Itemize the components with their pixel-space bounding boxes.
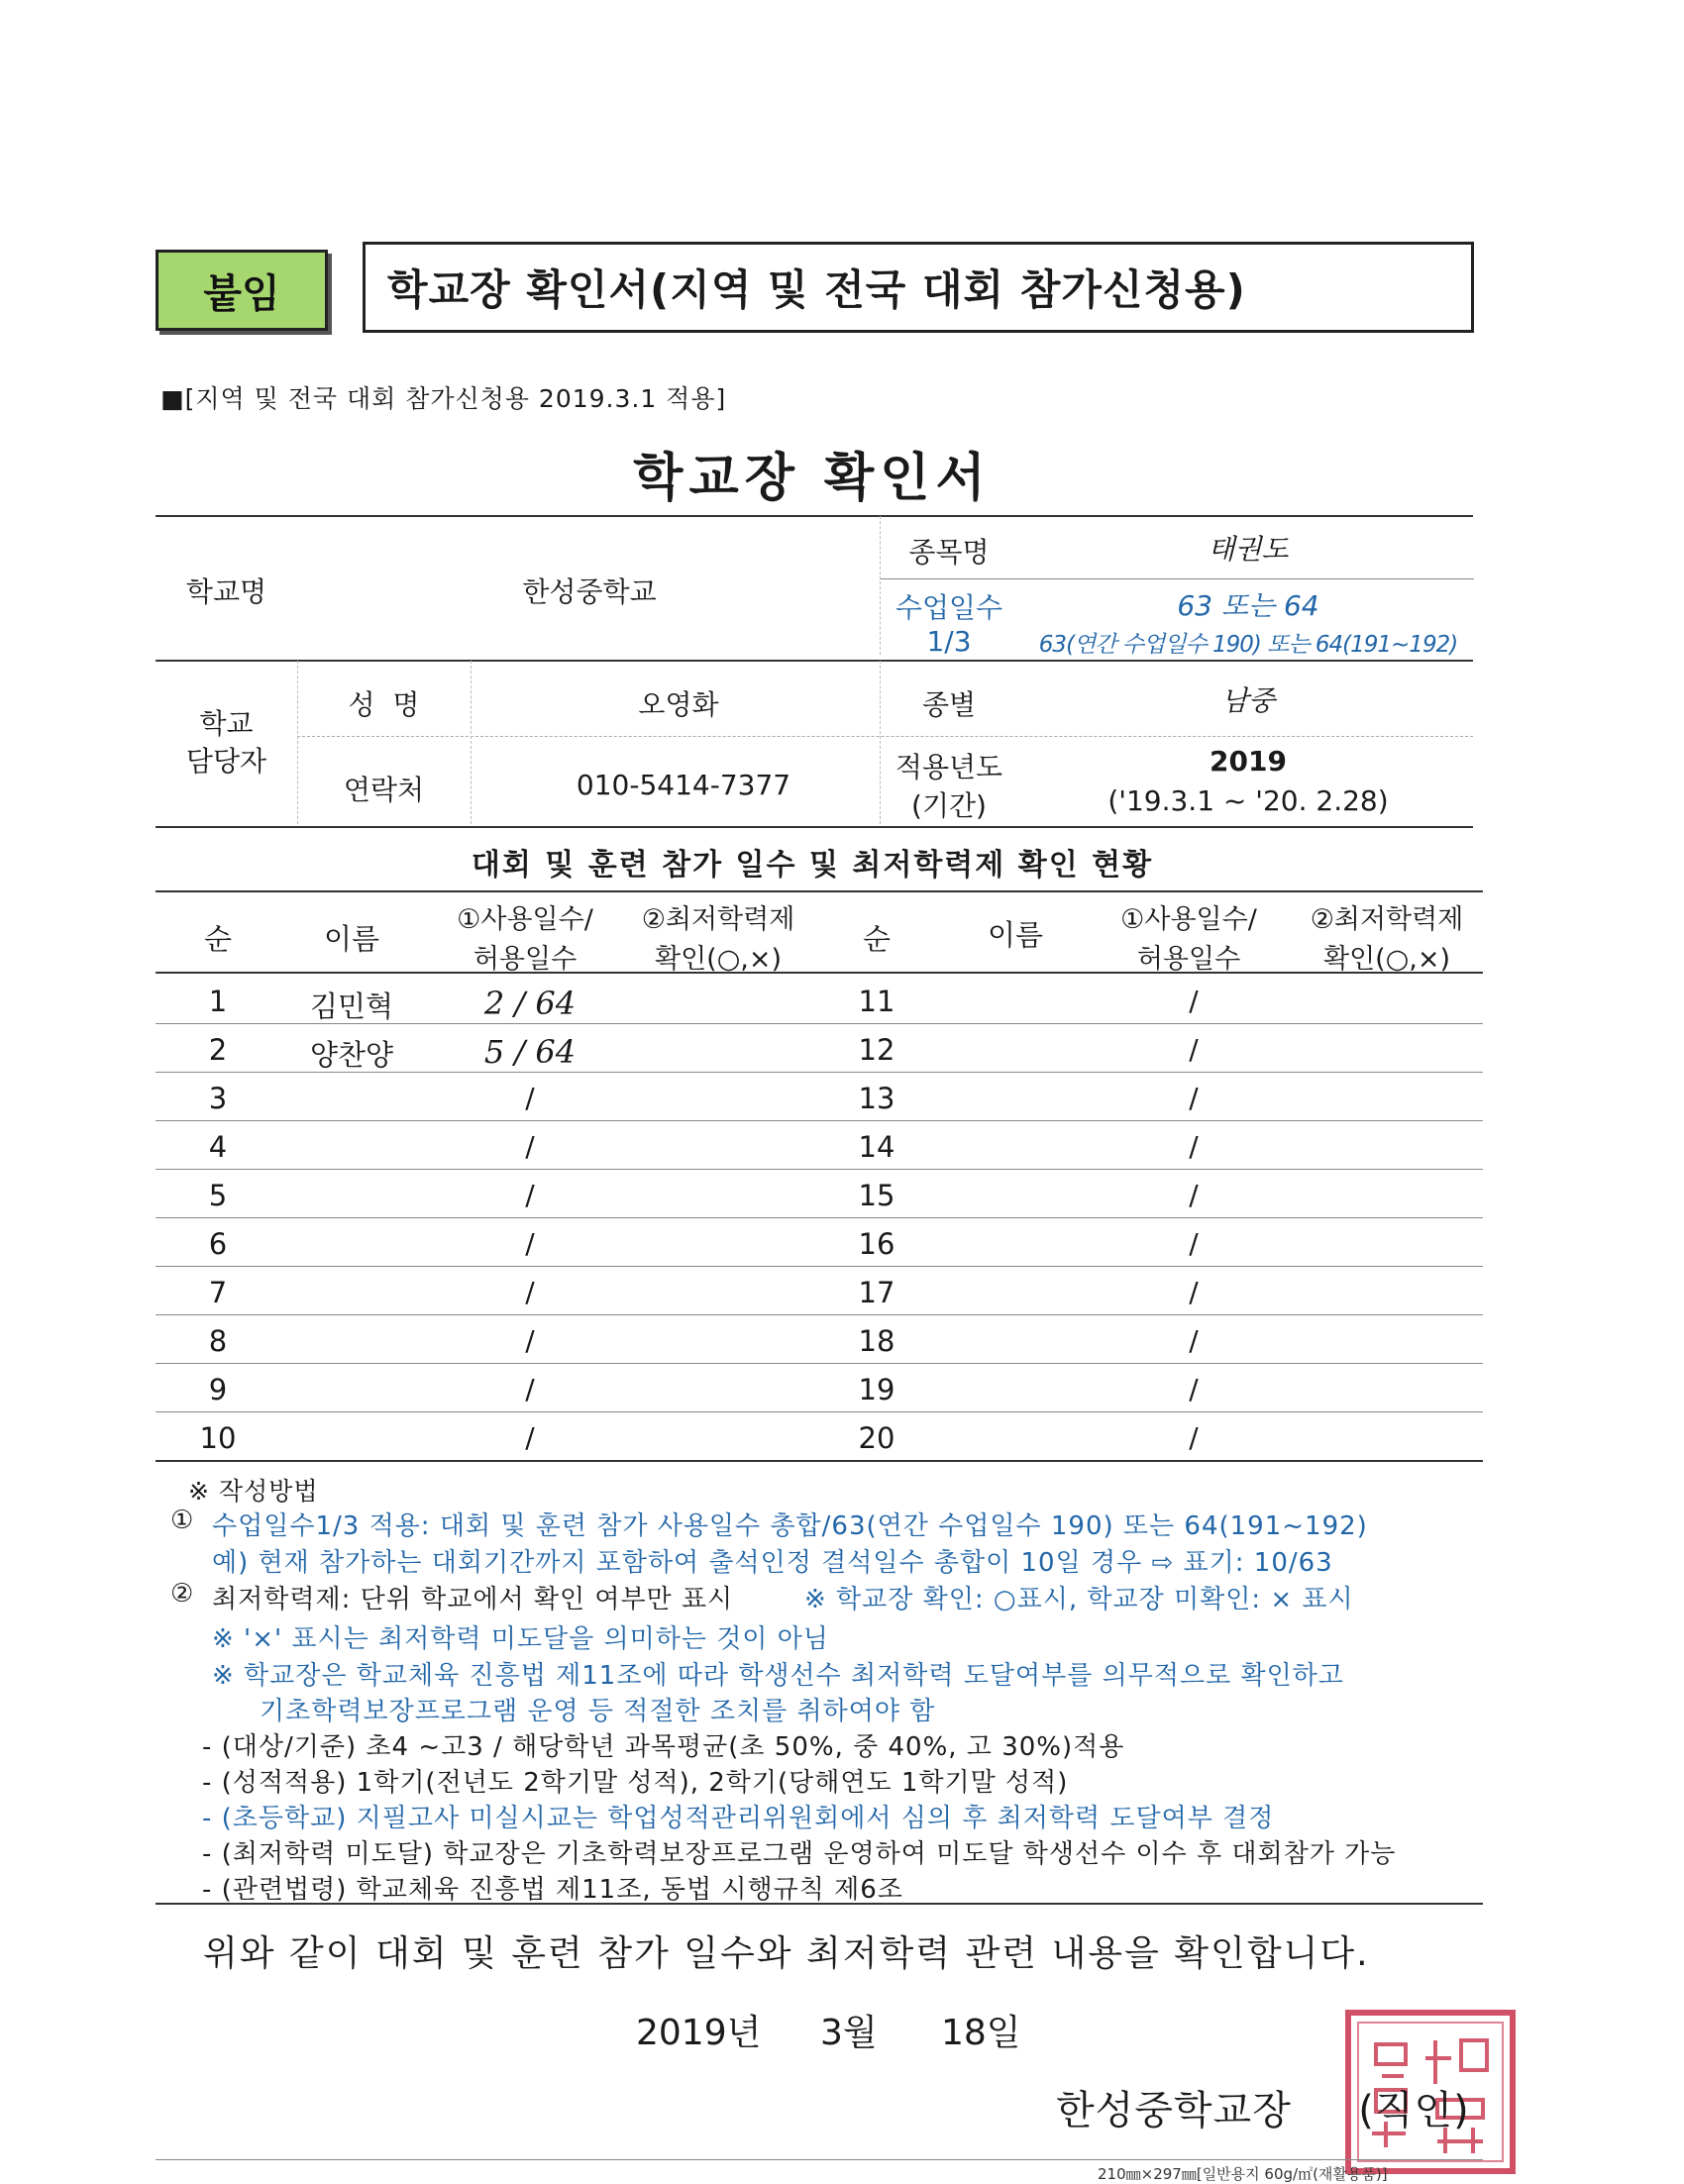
confirmation-statement: 위와 같이 대회 및 훈련 참가 일수와 최저학력 관련 내용을 확인합니다. — [203, 1933, 1370, 1974]
days-label-1: 수업일수 — [895, 591, 1003, 624]
record-row-border — [156, 1314, 1483, 1315]
days-value-1: 63 또는 64 — [1177, 589, 1319, 622]
record-days-cell: / — [1189, 1373, 1199, 1405]
year-value-1: 2019 — [1210, 745, 1287, 778]
name-value: 오영화 — [638, 688, 719, 721]
record-row-border — [156, 1411, 1483, 1412]
instruction-2-marker: ② — [170, 1579, 195, 1609]
record-no-cell: 8 — [208, 1324, 228, 1358]
record-days-cell: / — [1189, 1227, 1199, 1260]
instruction-law-note-cont: 기초학력보장프로그램 운영 등 적절한 조치를 취하여야 함 — [260, 1697, 936, 1726]
instructions-bottom-border — [156, 1903, 1483, 1905]
date-day: 18일 — [941, 2013, 1021, 2053]
record-no-cell: 3 — [208, 1082, 228, 1115]
record-no-cell: 14 — [858, 1130, 895, 1164]
record-days-cell: / — [525, 1227, 535, 1260]
school-name: 한성중학교 — [522, 575, 657, 608]
record-days-cell: / — [1189, 1179, 1199, 1211]
record-no-cell: 19 — [858, 1373, 895, 1406]
info-top-border — [156, 515, 1473, 517]
record-no-cell: 4 — [208, 1130, 228, 1164]
type-label: 종별 — [921, 688, 977, 721]
principal-title: 한성중학교장 — [1056, 2088, 1292, 2133]
record-days-cell: / — [525, 1179, 535, 1211]
record-name-cell: 양찬양 — [309, 1038, 394, 1072]
record-no-cell: 10 — [199, 1421, 237, 1455]
record-days-cell: 2 / 64 — [483, 985, 577, 1022]
record-days-cell: / — [1189, 1130, 1199, 1163]
records-top-border — [156, 890, 1483, 892]
record-name-cell: 김민혁 — [309, 989, 394, 1023]
record-days-cell: / — [525, 1082, 535, 1114]
year-label-2: (기간) — [911, 789, 987, 822]
header-name-right: 이름 — [987, 918, 1044, 952]
instruction-1-marker: ① — [170, 1506, 195, 1535]
record-row-border — [156, 1266, 1483, 1267]
instruction-2-note: ※ 학교장 확인: ○표시, 학교장 미확인: × 표시 — [804, 1585, 1354, 1614]
record-no-cell: 5 — [208, 1179, 228, 1212]
record-days-cell: / — [1189, 1082, 1199, 1114]
record-row-border — [156, 1169, 1483, 1170]
record-no-cell: 18 — [858, 1324, 895, 1358]
staff-label — [156, 705, 297, 780]
bullet-not-reached: - (최저학력 미도달) 학교장은 기초학력보장프로그램 운영하여 미도달 학생선수 이수 후 대회참가 가능 — [202, 1839, 1397, 1869]
header-days-left-1: ①사용일수/ — [457, 904, 593, 935]
instruction-x-note: ※ '×' 표시는 최저학력 미도달을 의미하는 것이 아님 — [212, 1624, 829, 1654]
instruction-law-note: ※ 학교장은 학교체육 진흥법 제11조에 따라 학생선수 최저학력 도달여부를 의무적으로 확인하고 — [212, 1661, 1344, 1691]
staff-label-line1: 학교 — [199, 707, 254, 740]
footer-border — [156, 2159, 1483, 2160]
document-title-box: 학교장 확인서(지역 및 전국 대회 참가신청용) — [363, 242, 1474, 333]
info-vdivider — [471, 661, 472, 824]
date-year: 2019년 — [636, 2013, 762, 2053]
record-no-cell: 17 — [858, 1276, 895, 1309]
year-value-2: ('19.3.1 ~ '20. 2.28) — [1107, 784, 1389, 817]
bullet-elementary: - (초등학교) 지필고사 미실시교는 학업성적관리위원회에서 심의 후 최저학력 도달여부 결정 — [202, 1804, 1275, 1833]
record-no-cell: 16 — [858, 1227, 895, 1261]
record-row-border — [156, 1120, 1483, 1121]
instruction-1-example: 예) 현재 참가하는 대회기간까지 포함하여 출석인정 결석일수 총합이 10일 경우 ⇨ 표기: 10/63 — [212, 1548, 1333, 1578]
record-no-cell: 2 — [208, 1033, 228, 1067]
header-no-left: 순 — [203, 922, 232, 956]
seal-mark: (직인) — [1358, 2088, 1470, 2133]
year-label-1: 적용년도 — [895, 751, 1003, 783]
record-days-cell: / — [1189, 1324, 1199, 1357]
attachment-badge: 붙임 — [156, 250, 328, 331]
subheading: ■[지역 및 전국 대회 참가신청용 2019.3.1 적용] — [160, 384, 727, 413]
instructions-heading: ※ 작성방법 — [188, 1477, 319, 1506]
days-value-2: 63(연간 수업일수 190) 또는 64(191~192) — [1038, 632, 1458, 658]
event-value: 태권도 — [1208, 533, 1289, 566]
record-row-border — [156, 1023, 1483, 1024]
record-days-cell: / — [1189, 1421, 1199, 1454]
record-no-cell: 11 — [858, 985, 895, 1018]
record-row-border — [156, 1460, 1483, 1462]
header-min-left-2: 확인(○,×) — [655, 944, 782, 975]
header-days-left-2: 허용일수 — [473, 944, 578, 975]
info-mid-border — [156, 660, 1473, 662]
instruction-1: 수업일수1/3 적용: 대회 및 훈련 참가 사용일수 총합/63(연간 수업일수 190) 또는 64(191~192) — [212, 1511, 1368, 1541]
record-days-cell: / — [525, 1130, 535, 1163]
contact-label: 연락처 — [343, 774, 425, 806]
record-days-cell: / — [1189, 985, 1199, 1017]
record-days-cell: / — [525, 1324, 535, 1357]
record-no-cell: 13 — [858, 1082, 895, 1115]
bullet-grades: - (성적적용) 1학기(전년도 2학기말 성적), 2학기(당해연도 1학기말 성적) — [202, 1768, 1069, 1798]
header-min-right-2: 확인(○,×) — [1323, 944, 1450, 975]
header-min-right-1: ②최저학력제 — [1310, 904, 1464, 935]
instruction-2: 최저학력제: 단위 학교에서 확인 여부만 표시 — [212, 1585, 734, 1614]
principal-signature-line — [1056, 2079, 1470, 2135]
record-row-border — [156, 1072, 1483, 1073]
record-days-cell: / — [525, 1421, 535, 1454]
date-month: 3월 — [820, 2013, 878, 2053]
paper-spec: 210㎜×297㎜[일반용지 60g/㎡(재활용품)] — [1098, 2165, 1388, 2183]
record-no-cell: 9 — [208, 1373, 228, 1406]
event-label: 종목명 — [908, 536, 990, 569]
record-no-cell: 12 — [858, 1033, 895, 1067]
main-title: 학교장 확인서 — [633, 449, 992, 508]
name-label: 성 명 — [348, 688, 420, 721]
days-label-2: 1/3 — [926, 625, 972, 658]
record-days-cell: / — [1189, 1033, 1199, 1066]
record-no-cell: 7 — [208, 1276, 228, 1309]
info-divider — [880, 578, 1474, 579]
record-days-cell: / — [525, 1276, 535, 1308]
header-name-left: 이름 — [323, 922, 380, 956]
record-no-cell: 6 — [208, 1227, 228, 1261]
record-days-cell: / — [525, 1373, 535, 1405]
contact-value: 010-5414-7377 — [576, 769, 791, 801]
school-label: 학교명 — [185, 575, 267, 608]
records-section-title: 대회 및 훈련 참가 일수 및 최저학력제 확인 현황 — [471, 848, 1154, 883]
bullet-target: - (대상/기준) 초4 ~고3 / 해당학년 과목평균(초 50%, 중 40%, 고 30%)적용 — [202, 1732, 1125, 1762]
record-days-cell: 5 / 64 — [483, 1033, 577, 1071]
records-header-border — [156, 972, 1483, 974]
header-days-right-2: 허용일수 — [1136, 944, 1241, 975]
type-value: 남중 — [1220, 684, 1276, 717]
bullet-law: - (관련법령) 학교체육 진흥법 제11조, 동법 시행규칙 제6조 — [202, 1875, 903, 1905]
info-bottom-border — [156, 826, 1473, 828]
staff-label-line2: 담당자 — [185, 745, 267, 778]
record-no-cell: 15 — [858, 1179, 895, 1212]
record-days-cell: / — [1189, 1276, 1199, 1308]
record-no-cell: 20 — [858, 1421, 895, 1455]
record-row-border — [156, 1217, 1483, 1218]
info-dot-divider — [297, 736, 1473, 737]
record-row-border — [156, 1363, 1483, 1364]
header-days-right-1: ①사용일수/ — [1120, 904, 1257, 935]
record-no-cell: 1 — [208, 985, 228, 1018]
header-no-right: 순 — [862, 922, 891, 956]
header-min-left-1: ②최저학력제 — [641, 904, 795, 935]
